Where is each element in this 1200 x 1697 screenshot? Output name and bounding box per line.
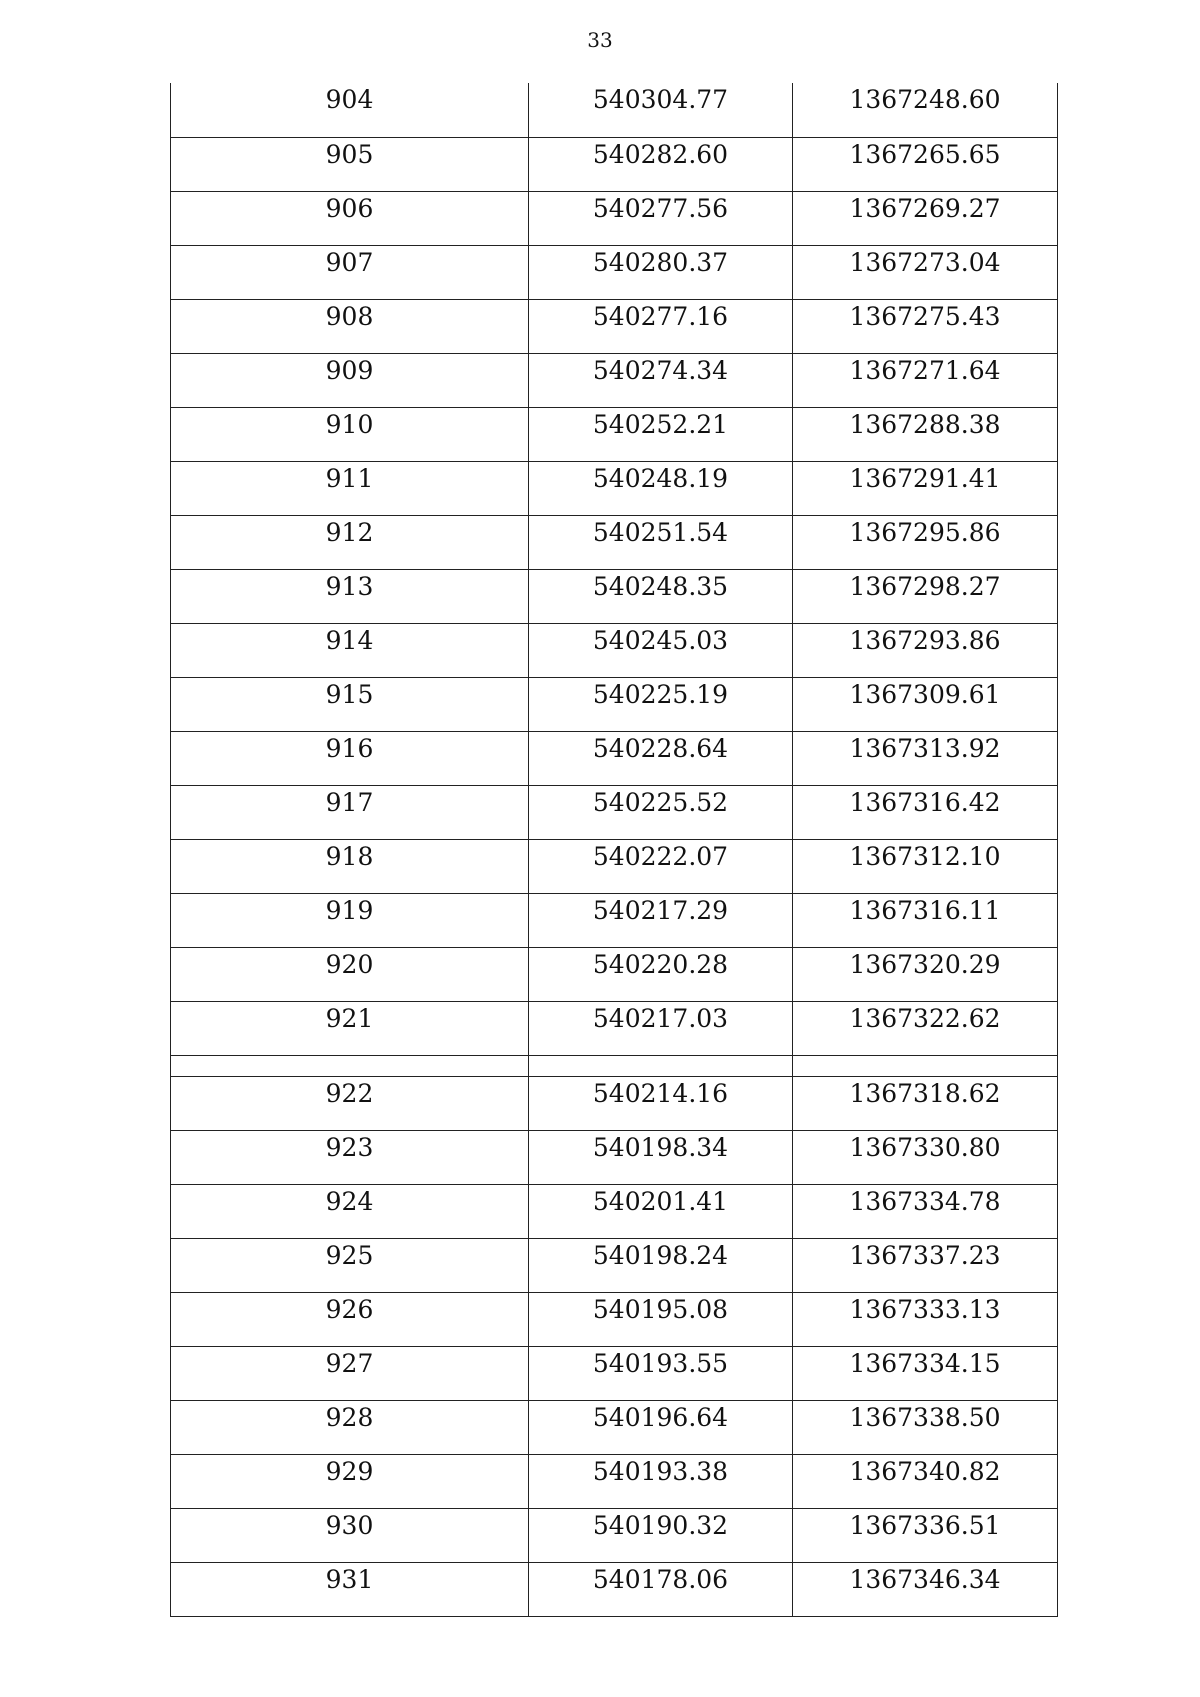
table-row: [171, 893, 1058, 947]
point-number-cell: 927: [171, 1346, 529, 1400]
x-coordinate-cell: 540225.19: [529, 677, 793, 731]
x-coordinate-cell: 540198.24: [529, 1238, 793, 1292]
table-row: [171, 1238, 1058, 1292]
x-coordinate-cell: 540251.54: [529, 515, 793, 569]
y-coordinate-cell: 1367337.23: [793, 1238, 1058, 1292]
y-coordinate-cell: 1367293.86: [793, 623, 1058, 677]
table-row: [171, 1400, 1058, 1454]
table-gap-row: [171, 1055, 1058, 1076]
y-coordinate-cell: 1367291.41: [793, 461, 1058, 515]
x-coordinate-cell: 540190.32: [529, 1508, 793, 1562]
y-coordinate-cell: 1367318.62: [793, 1076, 1058, 1130]
table-row: [171, 245, 1058, 299]
point-number-cell: 913: [171, 569, 529, 623]
x-coordinate-cell: 540193.38: [529, 1454, 793, 1508]
point-number-cell: 915: [171, 677, 529, 731]
point-number-cell: 906: [171, 191, 529, 245]
empty-cell: [529, 1055, 793, 1076]
point-number-cell: 922: [171, 1076, 529, 1130]
x-coordinate-cell: 540277.56: [529, 191, 793, 245]
table-row: [171, 1130, 1058, 1184]
y-coordinate-cell: 1367316.42: [793, 785, 1058, 839]
y-coordinate-cell: 1367248.60: [793, 83, 1058, 137]
table-row: [171, 137, 1058, 191]
point-number-cell: 914: [171, 623, 529, 677]
y-coordinate-cell: 1367320.29: [793, 947, 1058, 1001]
y-coordinate-cell: 1367346.34: [793, 1562, 1058, 1616]
x-coordinate-cell: 540277.16: [529, 299, 793, 353]
point-number-cell: 912: [171, 515, 529, 569]
x-coordinate-cell: 540198.34: [529, 1130, 793, 1184]
point-number-cell: 918: [171, 839, 529, 893]
x-coordinate-cell: 540196.64: [529, 1400, 793, 1454]
y-coordinate-cell: 1367313.92: [793, 731, 1058, 785]
point-number-cell: 908: [171, 299, 529, 353]
y-coordinate-cell: 1367275.43: [793, 299, 1058, 353]
page-number: 33: [587, 28, 613, 52]
y-coordinate-cell: 1367316.11: [793, 893, 1058, 947]
x-coordinate-cell: 540274.34: [529, 353, 793, 407]
table-row: [171, 83, 1058, 137]
point-number-cell: 923: [171, 1130, 529, 1184]
x-coordinate-cell: 540217.29: [529, 893, 793, 947]
x-coordinate-cell: 540282.60: [529, 137, 793, 191]
point-number-cell: 911: [171, 461, 529, 515]
point-number-cell: 905: [171, 137, 529, 191]
x-coordinate-cell: 540193.55: [529, 1346, 793, 1400]
empty-cell: [793, 1055, 1058, 1076]
point-number-cell: 919: [171, 893, 529, 947]
point-number-cell: 904: [171, 83, 529, 137]
point-number-cell: 930: [171, 1508, 529, 1562]
table-row: [171, 677, 1058, 731]
x-coordinate-cell: 540217.03: [529, 1001, 793, 1055]
y-coordinate-cell: 1367338.50: [793, 1400, 1058, 1454]
y-coordinate-cell: 1367273.04: [793, 245, 1058, 299]
x-coordinate-cell: 540248.35: [529, 569, 793, 623]
point-number-cell: 909: [171, 353, 529, 407]
table-row: [171, 1454, 1058, 1508]
table-row: [171, 947, 1058, 1001]
point-number-cell: 920: [171, 947, 529, 1001]
y-coordinate-cell: 1367330.80: [793, 1130, 1058, 1184]
table-row: [171, 1184, 1058, 1238]
x-coordinate-cell: 540222.07: [529, 839, 793, 893]
x-coordinate-cell: 540225.52: [529, 785, 793, 839]
table-row: [171, 731, 1058, 785]
y-coordinate-cell: 1367340.82: [793, 1454, 1058, 1508]
x-coordinate-cell: 540248.19: [529, 461, 793, 515]
x-coordinate-cell: 540228.64: [529, 731, 793, 785]
x-coordinate-cell: 540178.06: [529, 1562, 793, 1616]
x-coordinate-cell: 540201.41: [529, 1184, 793, 1238]
table-row: [171, 1076, 1058, 1130]
y-coordinate-cell: 1367295.86: [793, 515, 1058, 569]
x-coordinate-cell: 540220.28: [529, 947, 793, 1001]
table-row: [171, 299, 1058, 353]
x-coordinate-cell: 540245.03: [529, 623, 793, 677]
point-number-cell: 926: [171, 1292, 529, 1346]
table-row: [171, 1346, 1058, 1400]
y-coordinate-cell: 1367298.27: [793, 569, 1058, 623]
y-coordinate-cell: 1367322.62: [793, 1001, 1058, 1055]
table-row: [171, 191, 1058, 245]
y-coordinate-cell: 1367271.64: [793, 353, 1058, 407]
y-coordinate-cell: 1367334.15: [793, 1346, 1058, 1400]
y-coordinate-cell: 1367333.13: [793, 1292, 1058, 1346]
table-row: [171, 785, 1058, 839]
x-coordinate-cell: 540252.21: [529, 407, 793, 461]
table-row: [171, 407, 1058, 461]
table-row: [171, 569, 1058, 623]
point-number-cell: 917: [171, 785, 529, 839]
table-row: [171, 461, 1058, 515]
coordinates-table: [170, 83, 1058, 1617]
point-number-cell: 916: [171, 731, 529, 785]
empty-cell: [171, 1055, 529, 1076]
table-row: [171, 1508, 1058, 1562]
y-coordinate-cell: 1367269.27: [793, 191, 1058, 245]
point-number-cell: 921: [171, 1001, 529, 1055]
point-number-cell: 924: [171, 1184, 529, 1238]
x-coordinate-cell: 540195.08: [529, 1292, 793, 1346]
y-coordinate-cell: 1367334.78: [793, 1184, 1058, 1238]
y-coordinate-cell: 1367312.10: [793, 839, 1058, 893]
table-row: [171, 1001, 1058, 1055]
table-row: [171, 1292, 1058, 1346]
table-row: [171, 515, 1058, 569]
point-number-cell: 928: [171, 1400, 529, 1454]
coordinates-table-wrapper: [170, 83, 1057, 1617]
y-coordinate-cell: 1367309.61: [793, 677, 1058, 731]
coordinates-table-body: [171, 83, 1058, 1616]
x-coordinate-cell: 540214.16: [529, 1076, 793, 1130]
x-coordinate-cell: 540304.77: [529, 83, 793, 137]
table-row: [171, 623, 1058, 677]
table-row: [171, 353, 1058, 407]
point-number-cell: 925: [171, 1238, 529, 1292]
y-coordinate-cell: 1367288.38: [793, 407, 1058, 461]
table-row: [171, 839, 1058, 893]
y-coordinate-cell: 1367336.51: [793, 1508, 1058, 1562]
point-number-cell: 910: [171, 407, 529, 461]
table-row: [171, 1562, 1058, 1616]
point-number-cell: 929: [171, 1454, 529, 1508]
point-number-cell: 931: [171, 1562, 529, 1616]
x-coordinate-cell: 540280.37: [529, 245, 793, 299]
point-number-cell: 907: [171, 245, 529, 299]
y-coordinate-cell: 1367265.65: [793, 137, 1058, 191]
